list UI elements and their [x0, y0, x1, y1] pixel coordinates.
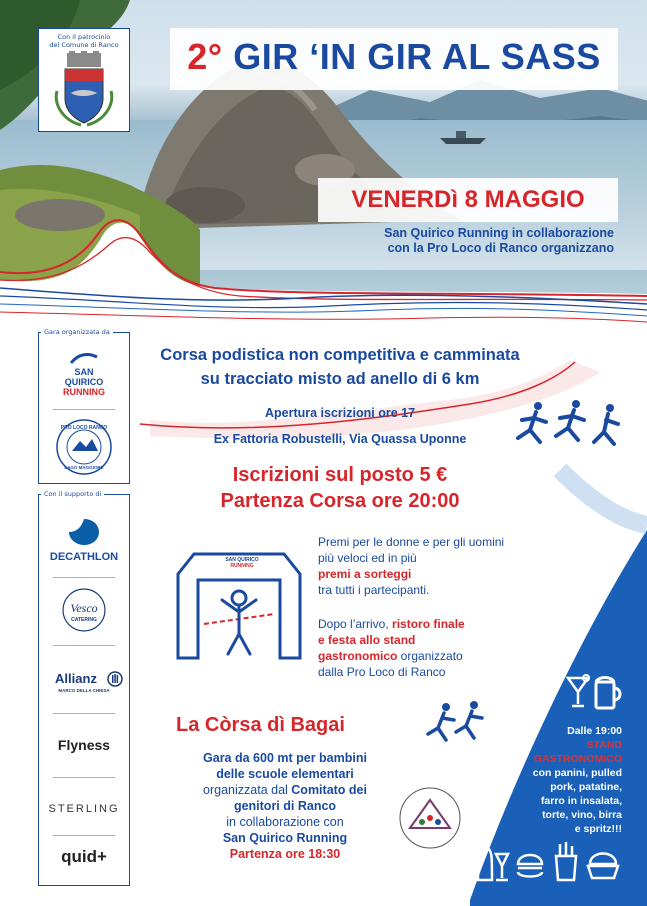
sponsor-vesco: Vesco — [70, 601, 98, 615]
kids-line-3-bold: Comitato dei — [291, 783, 367, 797]
prizes-line-2: più veloci ed in più — [318, 551, 417, 565]
after-line-4: dalla Pro Loco di Ranco — [318, 665, 446, 679]
arch-label-line-2: RUNNING — [230, 563, 254, 569]
san-quirico-line-1: SAN — [74, 367, 94, 377]
vesco-sub: CATERING — [71, 617, 97, 623]
sidebar-separator — [53, 577, 115, 578]
san-quirico-line-3: RUNNING — [63, 387, 105, 397]
after-line-1: Dopo l’arrivo, — [318, 617, 393, 631]
kids-start-time: Partenza ore 18:30 — [229, 847, 341, 861]
kids-running-icon — [424, 700, 490, 746]
edition-number: 2° — [187, 36, 223, 77]
organizers-line-2: con la Pro Loco di Ranco organizzano — [387, 241, 614, 255]
stand-title-2: GASTRONOMICO — [533, 753, 622, 765]
kids-race-text — [170, 750, 400, 862]
food-icons-row — [474, 834, 624, 884]
burger-icon — [518, 855, 542, 877]
after-line-2-bold: e festa allo stand — [318, 633, 416, 647]
stand-line-5: e spritz!!! — [574, 823, 622, 835]
runners-icon — [510, 398, 628, 460]
sidebar-separator — [53, 713, 115, 714]
pie-icon — [588, 854, 618, 879]
kids-line-1: Gara da 600 mt per bambini — [203, 751, 367, 765]
wine-glass-icon — [496, 854, 508, 880]
sponsors-sidebar — [38, 490, 130, 886]
organized-caption: Gara organizzata da — [41, 328, 113, 336]
sidebar-separator — [53, 777, 115, 778]
patronage-caption-line-1: Con il patrocinio — [57, 33, 111, 41]
organizers-sidebar — [38, 328, 130, 484]
after-line-1-bold: ristoro finale — [392, 617, 465, 631]
event-date: VENERDì 8 MAGGIO — [351, 186, 585, 213]
pro-loco-sub: LAGO MAGGIORE — [64, 465, 104, 470]
wine-bottle-icon — [478, 838, 492, 880]
fries-icon — [556, 842, 576, 880]
decathlon-logo-icon — [67, 517, 101, 547]
allianz-eagle-icon — [107, 671, 123, 687]
prizes-line-1: Premi per le donne e per gli uomini — [318, 535, 505, 549]
prizes-line-3: premi a sorteggi — [318, 567, 412, 581]
after-line-3: organizzato — [397, 649, 463, 663]
patronage-caption-line-2: del Comune di Ranco — [49, 41, 119, 49]
after-line-3-bold: gastronomico — [318, 649, 398, 663]
sponsor-allianz: Allianz — [55, 671, 97, 686]
stand-time: Dalle 19:00 — [567, 725, 622, 737]
arch-label-line-1: SAN QUIRICO — [225, 557, 259, 563]
sponsor-decathlon: DECATHLON — [49, 551, 119, 563]
organizers-line-1: San Quirico Running in collaborazione — [384, 226, 614, 240]
san-quirico-logo — [39, 367, 129, 397]
parents-committee-logo-icon — [398, 786, 462, 850]
sidebar-separator — [53, 645, 115, 646]
sidebar-separator — [53, 835, 115, 836]
kids-line-3: organizzata dal — [203, 783, 292, 797]
arch-label — [222, 557, 262, 569]
pro-loco-name: PRO LOCO RANCO — [60, 425, 108, 431]
race-location: Ex Fattoria Robustelli, Via Quassa Uponne — [213, 432, 467, 446]
after-race-text — [318, 616, 558, 680]
sponsor-quid: quid+ — [61, 847, 107, 866]
kids-race-title: La Còrsa dì Bagai — [176, 714, 345, 736]
san-quirico-line-2: QUIRICO — [64, 377, 104, 387]
race-description-line-1: Corsa podistica non competitiva e camminata — [160, 346, 520, 364]
stand-title-1: STAND — [586, 739, 622, 751]
allianz-sub: MARCO DELLA CHIESA — [58, 688, 110, 693]
event-name: GIR ‘IN GIR AL SASS — [233, 36, 601, 77]
sponsor-flyness: Flyness — [57, 737, 111, 753]
registration-open: Apertura iscrizioni ore 17 — [264, 406, 416, 420]
food-stand-info — [498, 724, 622, 836]
san-quirico-swoosh-icon — [69, 351, 99, 365]
kids-line-4-bold: genitori di Ranco — [233, 799, 337, 813]
stand-line-2: pork, patatine, — [550, 781, 622, 793]
prizes-line-4: tra tutti i partecipanti. — [318, 583, 430, 597]
race-description-line-2: su tracciato misto ad anello di 6 km — [200, 370, 480, 388]
kids-line-2: delle scuole elementari — [216, 767, 354, 781]
prizes-text — [318, 534, 558, 598]
stand-line-3: farro in insalata, — [540, 795, 622, 807]
race-start-time: Partenza Corsa ore 20:00 — [220, 490, 460, 512]
stand-line-1: con panini, pulled — [532, 767, 622, 779]
stand-line-4: torte, vino, birra — [542, 809, 622, 821]
support-caption: Con il supporto di — [41, 490, 104, 498]
kids-line-6-bold: San Quirico Running — [222, 831, 348, 845]
kids-line-5: in collaborazione con — [226, 815, 344, 829]
registration-fee: Iscrizioni sul posto 5 € — [232, 464, 448, 486]
sidebar-separator — [53, 409, 115, 410]
sponsor-sterling: STERLING — [48, 803, 120, 815]
drinks-icon — [562, 672, 626, 712]
